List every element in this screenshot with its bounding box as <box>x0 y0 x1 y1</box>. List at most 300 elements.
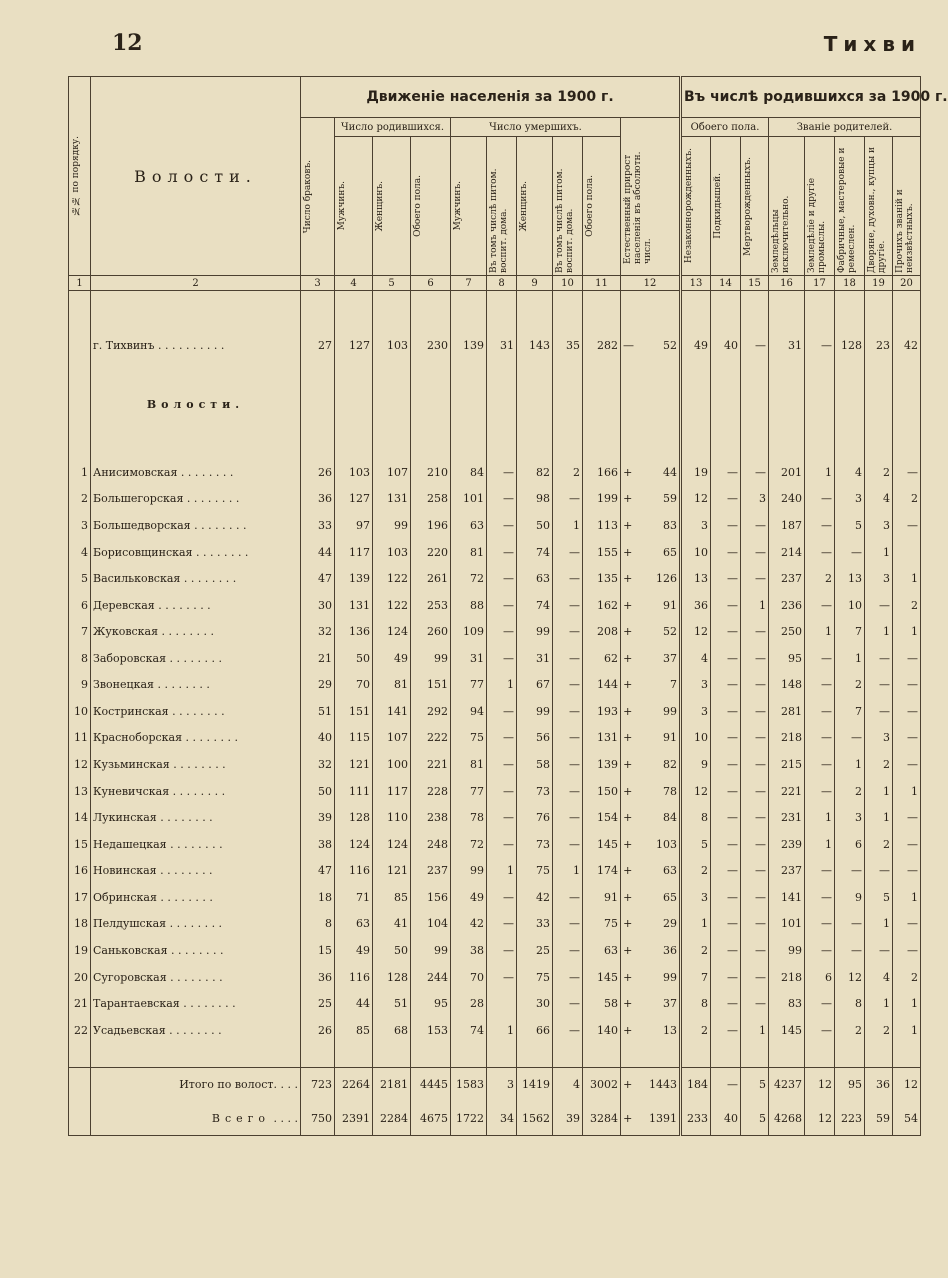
data-cell: + <box>621 1101 635 1135</box>
data-cell: 35 <box>553 331 583 360</box>
data-cell: 4 <box>681 645 711 672</box>
column-number: 17 <box>805 276 835 291</box>
data-cell: — <box>711 804 741 831</box>
data-cell: — <box>553 751 583 778</box>
data-cell: 103 <box>635 831 681 858</box>
data-cell: 162 <box>583 592 621 619</box>
row-number: 21 <box>69 990 91 1017</box>
data-cell: — <box>553 486 583 513</box>
table-row <box>69 565 921 592</box>
data-cell: 36 <box>681 592 711 619</box>
data-cell: 66 <box>517 1017 553 1044</box>
data-cell: 128 <box>335 804 373 831</box>
volost-name: Кузьминская . . . . . . . . <box>91 751 301 778</box>
data-cell: 4445 <box>411 1067 451 1101</box>
table-row <box>69 459 921 486</box>
data-cell: + <box>621 937 635 964</box>
volost-name: Большедворская . . . . . . . . <box>91 512 301 539</box>
data-cell: 63 <box>583 937 621 964</box>
data-cell: — <box>741 964 769 991</box>
data-cell: 8 <box>301 911 335 938</box>
data-cell: 74 <box>451 1017 487 1044</box>
column-number: 19 <box>865 276 893 291</box>
data-cell: 208 <box>583 618 621 645</box>
data-cell: — <box>553 539 583 566</box>
column-number: 5 <box>373 276 411 291</box>
data-cell: — <box>805 990 835 1017</box>
data-cell: 223 <box>835 1101 865 1135</box>
data-cell: 83 <box>769 990 805 1017</box>
data-cell: 75 <box>517 964 553 991</box>
column-number: 12 <box>621 276 681 291</box>
data-cell: — <box>711 672 741 699</box>
data-cell: 143 <box>517 331 553 360</box>
data-cell: — <box>805 751 835 778</box>
data-cell: 82 <box>635 751 681 778</box>
farmers-other-header: Земледѣліе и другіе промыслы. <box>805 137 835 276</box>
data-cell: 97 <box>335 512 373 539</box>
data-cell: 2 <box>865 831 893 858</box>
marriages-header: Число браковъ. <box>301 118 335 276</box>
data-cell: 214 <box>769 539 805 566</box>
data-cell: — <box>741 618 769 645</box>
data-cell: — <box>711 592 741 619</box>
data-cell: — <box>553 778 583 805</box>
volost-name: Жуковская . . . . . . . . <box>91 618 301 645</box>
data-cell: — <box>487 486 517 513</box>
data-cell: — <box>711 618 741 645</box>
data-cell: 88 <box>451 592 487 619</box>
data-cell: 282 <box>583 331 621 360</box>
data-cell: 25 <box>517 937 553 964</box>
volost-label: Новинская <box>93 864 157 878</box>
data-cell <box>893 539 921 566</box>
data-cell: — <box>711 698 741 725</box>
data-cell: 107 <box>373 459 411 486</box>
table-row <box>69 831 921 858</box>
table-row <box>69 539 921 566</box>
data-cell: 54 <box>893 1101 921 1135</box>
row-number: 15 <box>69 831 91 858</box>
data-cell: — <box>487 459 517 486</box>
data-cell: 184 <box>681 1067 711 1101</box>
data-cell: 9 <box>681 751 711 778</box>
data-cell: 261 <box>411 565 451 592</box>
data-cell: 7 <box>835 698 865 725</box>
data-cell: 12 <box>805 1067 835 1101</box>
data-cell: 40 <box>711 1101 741 1135</box>
page-number: 12 <box>112 30 143 56</box>
data-cell: 1 <box>893 990 921 1017</box>
data-cell: 4268 <box>769 1101 805 1135</box>
data-cell: 128 <box>835 331 865 360</box>
data-cell: 101 <box>451 486 487 513</box>
data-cell: 139 <box>335 565 373 592</box>
data-cell: 99 <box>411 645 451 672</box>
data-cell: 4 <box>553 1067 583 1101</box>
data-cell: 10 <box>681 725 711 752</box>
data-cell: 116 <box>335 857 373 884</box>
data-cell: — <box>711 1017 741 1044</box>
data-cell: 37 <box>635 645 681 672</box>
data-cell: 12 <box>681 618 711 645</box>
data-cell: 18 <box>301 884 335 911</box>
data-cell: 99 <box>373 512 411 539</box>
data-cell <box>487 990 517 1017</box>
data-cell: — <box>711 645 741 672</box>
data-cell: 9 <box>835 884 865 911</box>
data-cell: 12 <box>681 778 711 805</box>
volost-name: Обринская . . . . . . . . <box>91 884 301 911</box>
data-cell: 228 <box>411 778 451 805</box>
volost-name: Звонецкая . . . . . . . . <box>91 672 301 699</box>
data-cell: 42 <box>517 884 553 911</box>
data-cell: 29 <box>301 672 335 699</box>
data-cell: + <box>621 725 635 752</box>
data-cell: 99 <box>451 857 487 884</box>
data-cell: 237 <box>769 565 805 592</box>
movement-header: Движеніе населенія за 1900 г. <box>301 77 681 118</box>
data-cell: 32 <box>301 618 335 645</box>
total-label-text: Итого по волост. <box>179 1077 278 1091</box>
data-cell: 124 <box>373 618 411 645</box>
data-cell: 7 <box>681 964 711 991</box>
data-cell: 2 <box>553 459 583 486</box>
column-number: 20 <box>893 276 921 291</box>
data-cell: 5 <box>741 1067 769 1101</box>
data-cell: 3 <box>835 486 865 513</box>
data-cell: 136 <box>335 618 373 645</box>
data-cell: 135 <box>583 565 621 592</box>
data-cell: 3 <box>865 725 893 752</box>
among-born-header: Въ числѣ родившихся за 1900 г. <box>681 77 921 118</box>
data-cell: 75 <box>451 725 487 752</box>
data-cell: 104 <box>411 911 451 938</box>
data-cell: + <box>621 804 635 831</box>
data-cell: — <box>741 857 769 884</box>
data-cell: 2 <box>681 857 711 884</box>
volost-name: Усадьевская . . . . . . . . <box>91 1017 301 1044</box>
volost-label: Саньковская <box>93 943 168 957</box>
volost-label: Васильковская <box>93 572 181 586</box>
data-cell: 7 <box>635 672 681 699</box>
data-cell: 41 <box>373 911 411 938</box>
data-cell: — <box>865 698 893 725</box>
column-number: 1 <box>69 276 91 291</box>
volost-label: Большедворская <box>93 518 191 532</box>
data-cell: — <box>553 725 583 752</box>
data-cell: 75 <box>517 857 553 884</box>
data-cell: 244 <box>411 964 451 991</box>
spacer-row <box>69 1043 921 1067</box>
data-cell: 40 <box>301 725 335 752</box>
data-cell: 222 <box>411 725 451 752</box>
data-cell: 215 <box>769 751 805 778</box>
data-cell: 124 <box>335 831 373 858</box>
nobles-header: Дворяне, духовн., купцы и другіе. <box>865 137 893 276</box>
data-cell: 50 <box>373 937 411 964</box>
row-number: 19 <box>69 937 91 964</box>
row-number: 5 <box>69 565 91 592</box>
data-cell: — <box>835 725 865 752</box>
data-cell: 4 <box>835 459 865 486</box>
table-row <box>69 698 921 725</box>
data-cell: 5 <box>835 512 865 539</box>
data-cell: + <box>621 539 635 566</box>
data-cell: — <box>835 539 865 566</box>
row-number: 14 <box>69 804 91 831</box>
data-cell: 2391 <box>335 1101 373 1135</box>
row-number: 13 <box>69 778 91 805</box>
volost-label: Деревская <box>93 598 155 612</box>
died-women-foster-header: Въ томъ числѣ питом. воспит. дома. <box>553 137 583 276</box>
row-number <box>69 1101 91 1135</box>
column-number: 6 <box>411 276 451 291</box>
data-cell: 1391 <box>635 1101 681 1135</box>
data-cell: 47 <box>301 565 335 592</box>
volost-name: Пелдушская . . . . . . . . <box>91 911 301 938</box>
data-cell: 253 <box>411 592 451 619</box>
data-cell: — <box>741 459 769 486</box>
data-cell: 33 <box>301 512 335 539</box>
data-cell: — <box>835 911 865 938</box>
data-cell: 292 <box>411 698 451 725</box>
data-cell: 95 <box>411 990 451 1017</box>
data-cell: 260 <box>411 618 451 645</box>
data-cell: — <box>805 645 835 672</box>
row-number <box>69 392 91 417</box>
data-cell: 73 <box>517 778 553 805</box>
data-cell: 29 <box>635 911 681 938</box>
data-cell: + <box>621 618 635 645</box>
data-cell: 56 <box>517 725 553 752</box>
data-cell: 70 <box>335 672 373 699</box>
data-cell: 126 <box>635 565 681 592</box>
data-cell: 10 <box>835 592 865 619</box>
data-cell: 103 <box>373 539 411 566</box>
data-cell: — <box>835 857 865 884</box>
table-row <box>69 592 921 619</box>
died-men-foster-header: Въ томъ числѣ питом. воспит. дома. <box>487 137 517 276</box>
data-cell: 6 <box>835 831 865 858</box>
died-women-header: Женщинъ. <box>517 137 553 276</box>
data-cell: 94 <box>451 698 487 725</box>
row-number: 2 <box>69 486 91 513</box>
data-cell: — <box>553 698 583 725</box>
data-cell: — <box>893 672 921 699</box>
data-cell: 1 <box>893 618 921 645</box>
data-cell: 141 <box>373 698 411 725</box>
data-cell: 174 <box>583 857 621 884</box>
data-cell: 63 <box>635 857 681 884</box>
data-cell: — <box>741 911 769 938</box>
data-cell: + <box>621 698 635 725</box>
data-cell: + <box>621 486 635 513</box>
data-cell: 4 <box>865 964 893 991</box>
data-cell: — <box>553 565 583 592</box>
volost-label: Звонецкая <box>93 678 154 692</box>
volost-name: Недашецкая . . . . . . . . <box>91 831 301 858</box>
data-cell: — <box>553 884 583 911</box>
data-cell: 59 <box>635 486 681 513</box>
data-cell: + <box>621 751 635 778</box>
data-cell: — <box>741 884 769 911</box>
data-cell: 156 <box>411 884 451 911</box>
column-number: 3 <box>301 276 335 291</box>
column-number: 18 <box>835 276 865 291</box>
table-row <box>69 911 921 938</box>
data-cell: 50 <box>335 645 373 672</box>
data-cell: — <box>487 512 517 539</box>
data-cell: — <box>741 512 769 539</box>
data-cell: 1 <box>893 565 921 592</box>
data-cell: 144 <box>583 672 621 699</box>
data-cell: 1 <box>835 751 865 778</box>
data-cell: 74 <box>517 592 553 619</box>
data-cell: 110 <box>373 804 411 831</box>
data-cell: 5 <box>681 831 711 858</box>
data-cell: — <box>487 884 517 911</box>
data-cell: 127 <box>335 486 373 513</box>
data-cell: 27 <box>301 331 335 360</box>
data-cell: 33 <box>517 911 553 938</box>
volost-name: Лукинская . . . . . . . . <box>91 804 301 831</box>
data-cell: — <box>711 857 741 884</box>
data-cell: 1 <box>865 539 893 566</box>
data-cell: + <box>621 857 635 884</box>
data-cell: 122 <box>373 592 411 619</box>
column-number: 16 <box>769 276 805 291</box>
data-cell: — <box>553 645 583 672</box>
data-cell: + <box>621 512 635 539</box>
data-cell: — <box>487 592 517 619</box>
data-cell: 49 <box>373 645 411 672</box>
volost-label: Кузьминская <box>93 758 170 771</box>
data-cell: — <box>741 990 769 1017</box>
data-cell: 1 <box>893 1017 921 1044</box>
stillborn-header: Мертворожденныхъ. <box>741 137 769 276</box>
row-number: 1 <box>69 459 91 486</box>
data-cell: 75 <box>583 911 621 938</box>
data-cell: — <box>553 592 583 619</box>
section-label: Волости. <box>91 392 301 417</box>
data-cell: 70 <box>451 964 487 991</box>
data-cell: — <box>487 645 517 672</box>
table-row <box>69 751 921 778</box>
data-cell: — <box>553 804 583 831</box>
data-cell: 3284 <box>583 1101 621 1135</box>
illegitimate-header: Незаконнорожденныхъ. <box>681 137 711 276</box>
data-cell: 39 <box>553 1101 583 1135</box>
data-cell: — <box>621 331 635 360</box>
volost-name: Красноборская . . . . . . . . <box>91 725 301 752</box>
data-cell: 23 <box>865 331 893 360</box>
data-cell: + <box>621 990 635 1017</box>
data-cell: 10 <box>681 539 711 566</box>
data-cell: — <box>805 331 835 360</box>
table-row <box>69 857 921 884</box>
row-number: 8 <box>69 645 91 672</box>
order-header: №№ по порядку. <box>69 77 91 276</box>
data-cell: 111 <box>335 778 373 805</box>
data-cell: 113 <box>583 512 621 539</box>
grand-total-label-text: Всего <box>211 1111 271 1125</box>
data-cell: 3 <box>681 672 711 699</box>
data-cell: 124 <box>373 831 411 858</box>
table-row <box>69 964 921 991</box>
data-cell: 28 <box>451 990 487 1017</box>
data-cell: — <box>893 512 921 539</box>
data-cell: 21 <box>301 645 335 672</box>
data-cell: + <box>621 964 635 991</box>
table-row <box>69 1017 921 1044</box>
data-cell: — <box>893 857 921 884</box>
data-cell: — <box>835 937 865 964</box>
data-cell: 281 <box>769 698 805 725</box>
data-cell: 145 <box>583 964 621 991</box>
data-cell: 40 <box>711 331 741 360</box>
data-cell: 91 <box>635 725 681 752</box>
data-cell: — <box>805 857 835 884</box>
data-cell: 50 <box>301 778 335 805</box>
column-number: 14 <box>711 276 741 291</box>
data-cell: 3002 <box>583 1067 621 1101</box>
died-group-header: Число умершихъ. <box>451 118 621 137</box>
row-number: 10 <box>69 698 91 725</box>
spacer-row <box>69 291 921 331</box>
data-cell: 117 <box>373 778 411 805</box>
data-cell: 221 <box>411 751 451 778</box>
data-cell: 58 <box>583 990 621 1017</box>
data-cell: + <box>621 1067 635 1101</box>
data-cell: 109 <box>451 618 487 645</box>
data-cell: — <box>553 1017 583 1044</box>
data-cell: 5 <box>865 884 893 911</box>
data-cell: 237 <box>769 857 805 884</box>
data-cell: — <box>487 964 517 991</box>
volost-name: Саньковская . . . . . . . . <box>91 937 301 964</box>
row-number: 12 <box>69 751 91 778</box>
data-cell: 3 <box>681 512 711 539</box>
factory-header: Фабричные, мастеровые и ремеслен. <box>835 137 865 276</box>
data-cell: 122 <box>373 565 411 592</box>
data-cell: 3 <box>487 1067 517 1101</box>
data-cell: — <box>741 725 769 752</box>
data-cell: — <box>741 751 769 778</box>
data-cell: 116 <box>335 964 373 991</box>
data-cell: 49 <box>335 937 373 964</box>
data-cell: — <box>741 645 769 672</box>
volost-label: Сугоровская <box>93 970 167 984</box>
data-cell: 51 <box>301 698 335 725</box>
data-cell: — <box>553 964 583 991</box>
data-cell: 131 <box>373 486 411 513</box>
data-cell: 1 <box>805 831 835 858</box>
table-row <box>69 645 921 672</box>
data-cell: — <box>711 1067 741 1101</box>
data-cell: 2 <box>835 1017 865 1044</box>
data-cell: — <box>487 804 517 831</box>
data-cell: 98 <box>517 486 553 513</box>
data-cell: 8 <box>681 804 711 831</box>
data-cell: 59 <box>865 1101 893 1135</box>
volost-label: Обринская <box>93 890 157 904</box>
data-cell: + <box>621 1017 635 1044</box>
data-cell: 237 <box>411 857 451 884</box>
data-cell: — <box>711 964 741 991</box>
data-cell: 3 <box>835 804 865 831</box>
data-cell: 31 <box>451 645 487 672</box>
